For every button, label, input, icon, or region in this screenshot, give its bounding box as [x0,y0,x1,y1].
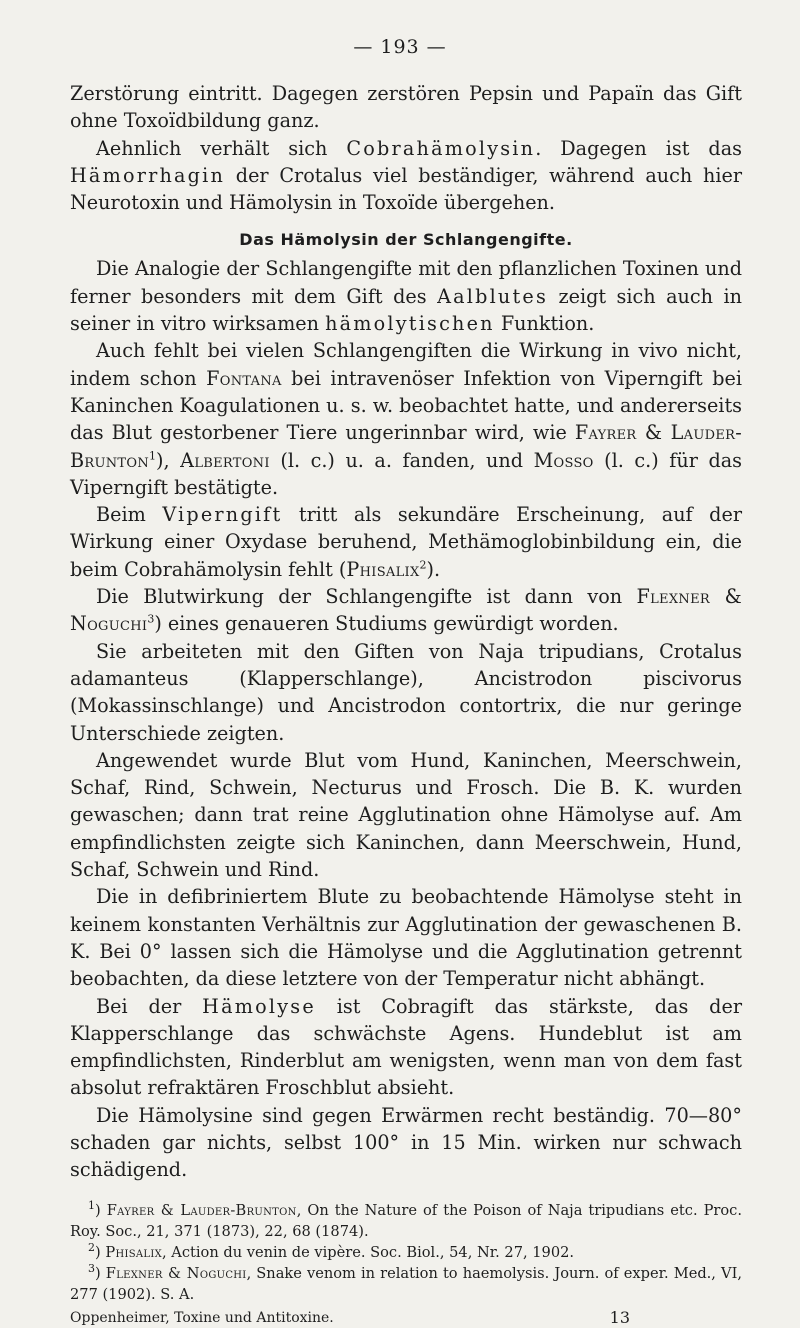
text-run: , Snake venom in relation to haemolysis. Journ. of exper. Med., VI, 277 (1902). S. A. [70,1265,742,1304]
footnote-number: 2 [88,1241,95,1255]
emphasis-term: hämolytischen [325,312,495,336]
footnote: $^3$) Flexner & Noguchi, Snake venom in relation to haemolysis. Journ. of exper. Med., VI, 277 (1902). S. A. [70,1262,742,1304]
sheet-signature: 13 [609,1307,630,1327]
footnote-number: 3 [88,1262,95,1276]
text-run: der Crotalus viel beständiger, während auch hier Neurotoxin und Hämolysin in Toxoïde übergehen. [70,163,742,215]
text-run: (l. c.) u. a. fanden, und [269,448,534,472]
paragraph [70,135,742,217]
author-name: Phisalix [105,1243,163,1261]
author-name: Fayrer & Lauder-Brunton [70,421,742,472]
footnote-ref: 3 [147,612,155,626]
text-run: . Dagegen ist das [535,136,742,160]
footnote-number: 1 [88,1198,95,1212]
paragraph: Die in defibriniertem Blute zu beobachtende Hämolyse steht in keinem konstanten Verhältnis zur Agglutination der gewaschenen B. K. Bei 0° lassen sich die Hämolyse und die Agglutination getrennt beobachten, da diese letztere von der Temperatur nicht abhängt. [70,885,742,991]
footnotes [70,1200,742,1328]
footnote: $^2$) Phisalix, Action du venin de vipère. Soc. Biol., 54, Nr. 27, 1902. [88,1241,575,1261]
text-run: Beim [96,503,163,527]
paragraph [70,255,742,337]
paragraph: Sie arbeiteten mit den Giften von Naja tripudians, Crotalus adamanteus (Klapperschlange), Ancistrodon piscivorus (Mokassinschlange) und Ancistrodon contortrix, die nur geringe Unterschiede zeigten. [70,639,742,745]
text-run: (l. c.) für das Viperngift bestätigte. [70,448,743,499]
text-run: zeigt sich auch in seiner in vitro wirksamen [70,284,742,336]
text-run: ) eines genaueren Studiums gewürdigt worden. [154,612,619,636]
author-name: Flexner & Noguchi [70,585,742,636]
author-name: Albertoni [180,448,270,472]
footnote: $^1$) Fayrer & Lauder-Brunton, On the Nature of the Poison of Naja tripudians etc. Proc. Roy. Soc., 21, 371 (1873), 22, 68 (1874). [70,1198,742,1240]
page-number: — 193 — [353,36,447,58]
text-run: Funktion. [494,312,595,336]
paragraph [70,337,742,501]
author-name: Phisalix [346,557,420,581]
paragraph [70,501,742,583]
text-run: Aehnlich verhält sich [96,136,347,160]
author-name: Fayrer & Lauder-Brunton [106,1201,297,1219]
paragraph: Die Hämolysine sind gegen Erwärmen recht beständig. 70—80° schaden gar nichts, selbst 100° in 15 Min. wirken nur schwach schädigend. [70,1103,742,1182]
text-run: ), [156,448,181,472]
paragraph [70,993,742,1102]
paragraph: Angewendet wurde Blut vom Hund, Kaninchen, Meerschwein, Schaf, Rind, Schwein, Necturus und Frosch. Die B. K. wurden gewaschen; dann trat reine Agglutination ohne Hämolyse auf. Am empfindlichsten zeigte sich Kaninchen, dann Meerschwein, Hund, Schaf, Schwein und Rind. [70,748,742,882]
text-run: Bei der [96,994,203,1018]
publisher-line: Oppenheimer, Toxine und Antitoxine. [70,1309,334,1326]
text-run: , Action du venin de vipère. Soc. Biol., 54, Nr. 27, 1902. [162,1243,575,1261]
text-run: Die Blutwirkung der Schlangengifte ist dann von [96,585,637,609]
paragraph [70,583,742,638]
footnote-ref: 2 [419,558,427,572]
text-run: , On the Nature of the Poison of Naja tripudians etc. Proc. Roy. Soc., 21, 371 (1873), 22, 68 (1874). [70,1201,742,1240]
emphasis-term: Hämorrhagin [70,163,226,187]
page-body [70,80,742,1328]
emphasis-term: Hämolyse [202,994,316,1018]
emphasis-term: Viperngift [162,503,283,527]
text-run: ). [426,557,441,581]
paragraph: Zerstörung eintritt. Dagegen zerstören Pepsin und Papaïn das Gift ohne Toxoïdbildung ganz. [70,82,742,133]
emphasis-term: Aalblutes [437,284,548,308]
section-heading: Das Hämolysin der Schlangengifte. [239,230,573,250]
footnote-ref: 1 [149,449,157,463]
emphasis-term: Cobrahämolysin [346,136,536,160]
text-run: bei intravenöser Infektion von Viperngift bei Kaninchen Koagulationen u. s. w. beobachtet hatte, und andererseits das Blut gestorbener Tiere ungerinnbar wird, wie [70,366,742,445]
author-name: Mosso [533,448,594,472]
text-run: Auch fehlt bei vielen Schlangengiften die Wirkung in vivo nicht, indem schon [70,339,742,390]
text-run: Die Analogie der Schlangengifte mit den pflanzlichen Toxinen und ferner besonders mit dem Gift des [70,257,742,308]
author-name: Fontana [206,366,282,390]
page-footer [70,1308,742,1328]
author-name: Flexner & Noguchi [105,1265,247,1283]
text-run: tritt als sekundäre Erscheinung, auf der Wirkung einer Oxydase beruhend, Methämoglobinbildung ein, die beim Cobrahämolysin fehlt ( [70,503,742,581]
text-run: ist Cobragift das stärkste, das der Klapperschlange das schwächste Agens. Hundeblut ist am empfindlichsten, Rinderblut am wenigsten, wenn man von dem fast absolut refraktären Froschblut absieht. [70,994,742,1100]
